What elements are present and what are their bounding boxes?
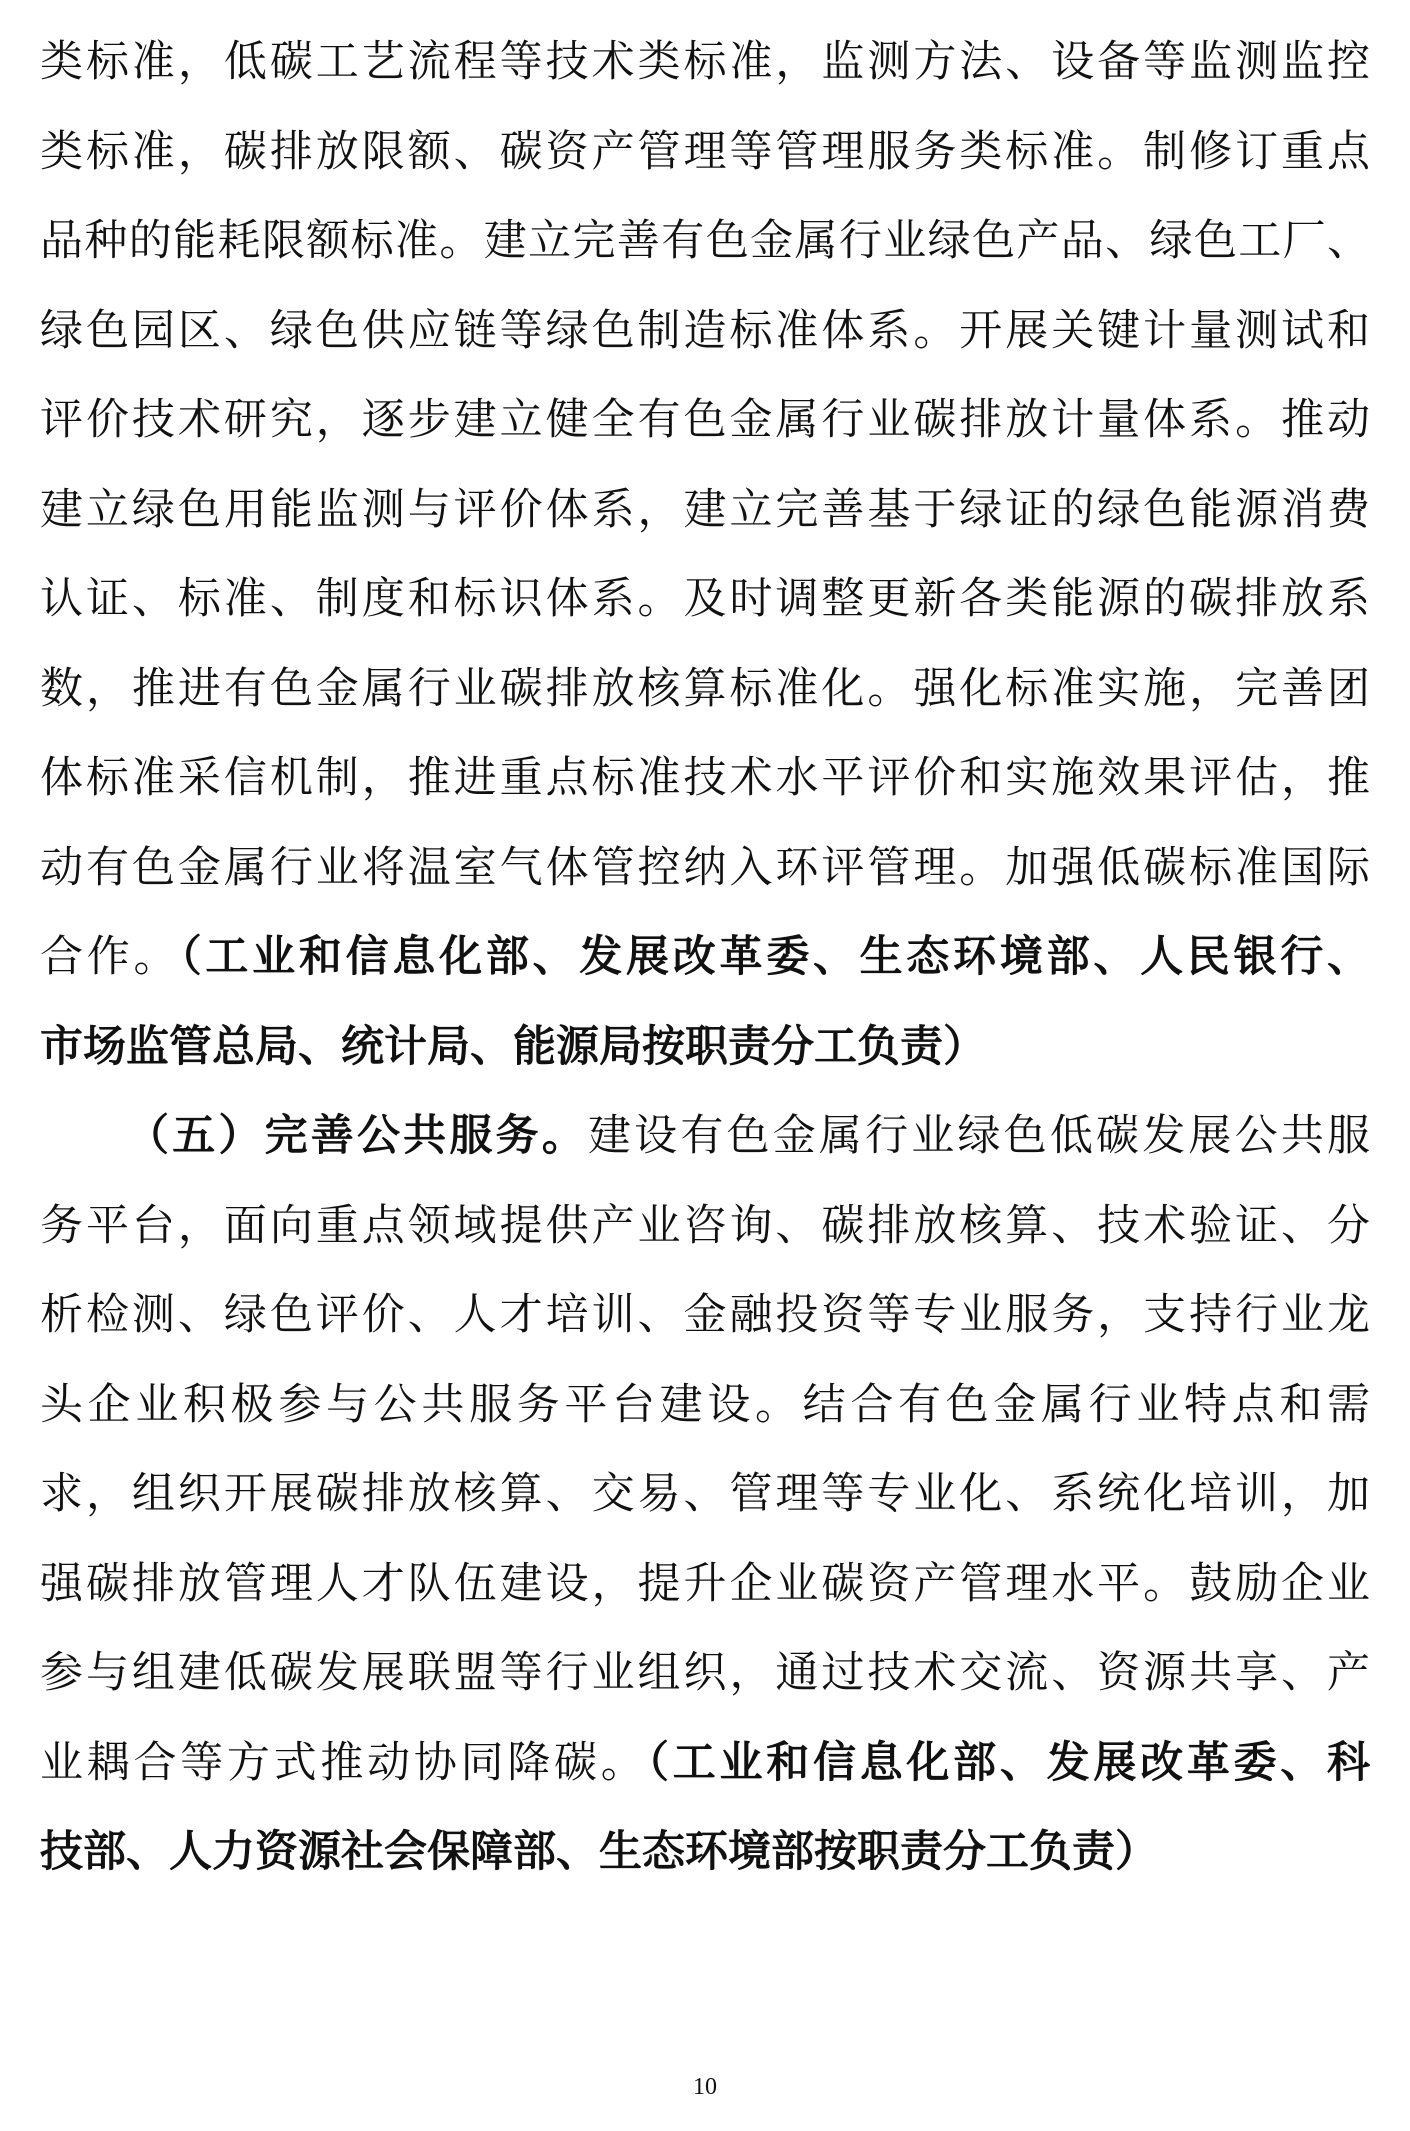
- paragraph-1-line-9: 体标准采信机制，推进重点标准技术水平评价和实施效果评估，推: [40, 753, 1370, 803]
- responsible-agencies-2a: （工业和信息化部、发展改革委、科: [647, 1737, 1370, 1788]
- paragraph-2-line-8-text: 业耦合等方式推动协同降碳。: [40, 1737, 648, 1788]
- paragraph-1-line-8: 数，推进有色金属行业碳排放核算标准化。强化标准实施，完善团: [40, 663, 1370, 714]
- paragraph-1-line-7: 认证、标准、制度和标识体系。及时调整更新各类能源的碳排放系: [40, 574, 1370, 624]
- paragraph-2-line-5: 求，组织开展碳排放核算、交易、管理等专业化、系统化培训，加: [40, 1469, 1370, 1519]
- paragraph-2-line-8: [40, 1719, 1370, 1809]
- paragraph-1-line-12: [40, 1003, 1370, 1093]
- responsible-agencies-2b: 技部、人力资源社会保障部、生态环境部按职责分工负责）: [40, 1827, 1158, 1877]
- paragraph-1-line-11: [40, 913, 1370, 1003]
- paragraph-1-line-6: 建立绿色用能监测与评价体系，建立完善基于绿证的绿色能源消费: [40, 484, 1370, 535]
- section-heading: （五）完善公共服务。: [126, 1111, 588, 1161]
- responsible-agencies-1b: 市场监管总局、统计局、能源局按职责分工负责）: [40, 1021, 986, 1072]
- paragraph-1-line-5: 评价技术研究，逐步建立健全有色金属行业碳排放计量体系。推动: [40, 395, 1370, 445]
- paragraph-1-line-3: 品种的能耗限额标准。建立完善有色金属行业绿色产品、绿色工厂、: [40, 216, 1370, 266]
- body-text: [40, 18, 1370, 1898]
- paragraph-2-line-6: 强碳排放管理人才队伍建设，提升企业碳资产管理水平。鼓励企业: [40, 1558, 1370, 1609]
- paragraph-2-line-1: [40, 1092, 1370, 1182]
- paragraph-2-line-9: [40, 1808, 1370, 1898]
- page-number: 10: [693, 2074, 717, 2100]
- paragraph-2-line-4: 头企业积极参与公共服务平台建设。结合有色金属行业特点和需: [40, 1379, 1370, 1430]
- paragraph-1-line-11-text: 合作。: [40, 932, 181, 982]
- paragraph-1-line-4: 绿色园区、绿色供应链等绿色制造标准体系。开展关键计量测试和: [40, 305, 1370, 356]
- paragraph-1-line-10: 动有色金属行业将温室气体管控纳入环评管理。加强低碳标准国际: [40, 842, 1370, 893]
- responsible-agencies-1a: （工业和信息化部、发展改革委、生态环境部、人民银行、: [180, 932, 1370, 982]
- paragraph-2-line-1-text: 建设有色金属行业绿色低碳发展公共服: [587, 1111, 1370, 1161]
- paragraph-2-line-2: 务平台，面向重点领域提供产业咨询、碳排放核算、技术验证、分: [40, 1200, 1370, 1251]
- paragraph-2-line-7: 参与组建低碳发展联盟等行业组织，通过技术交流、资源共享、产: [40, 1648, 1370, 1698]
- paragraph-2-line-3: 析检测、绿色评价、人才培训、金融投资等专业服务，支持行业龙: [40, 1290, 1370, 1340]
- paragraph-1-line-2: 类标准，碳排放限额、碳资产管理等管理服务类标准。制修订重点: [40, 126, 1370, 177]
- paragraph-1-line-1: 类标准，低碳工艺流程等技术类标准，监测方法、设备等监测监控: [40, 37, 1370, 87]
